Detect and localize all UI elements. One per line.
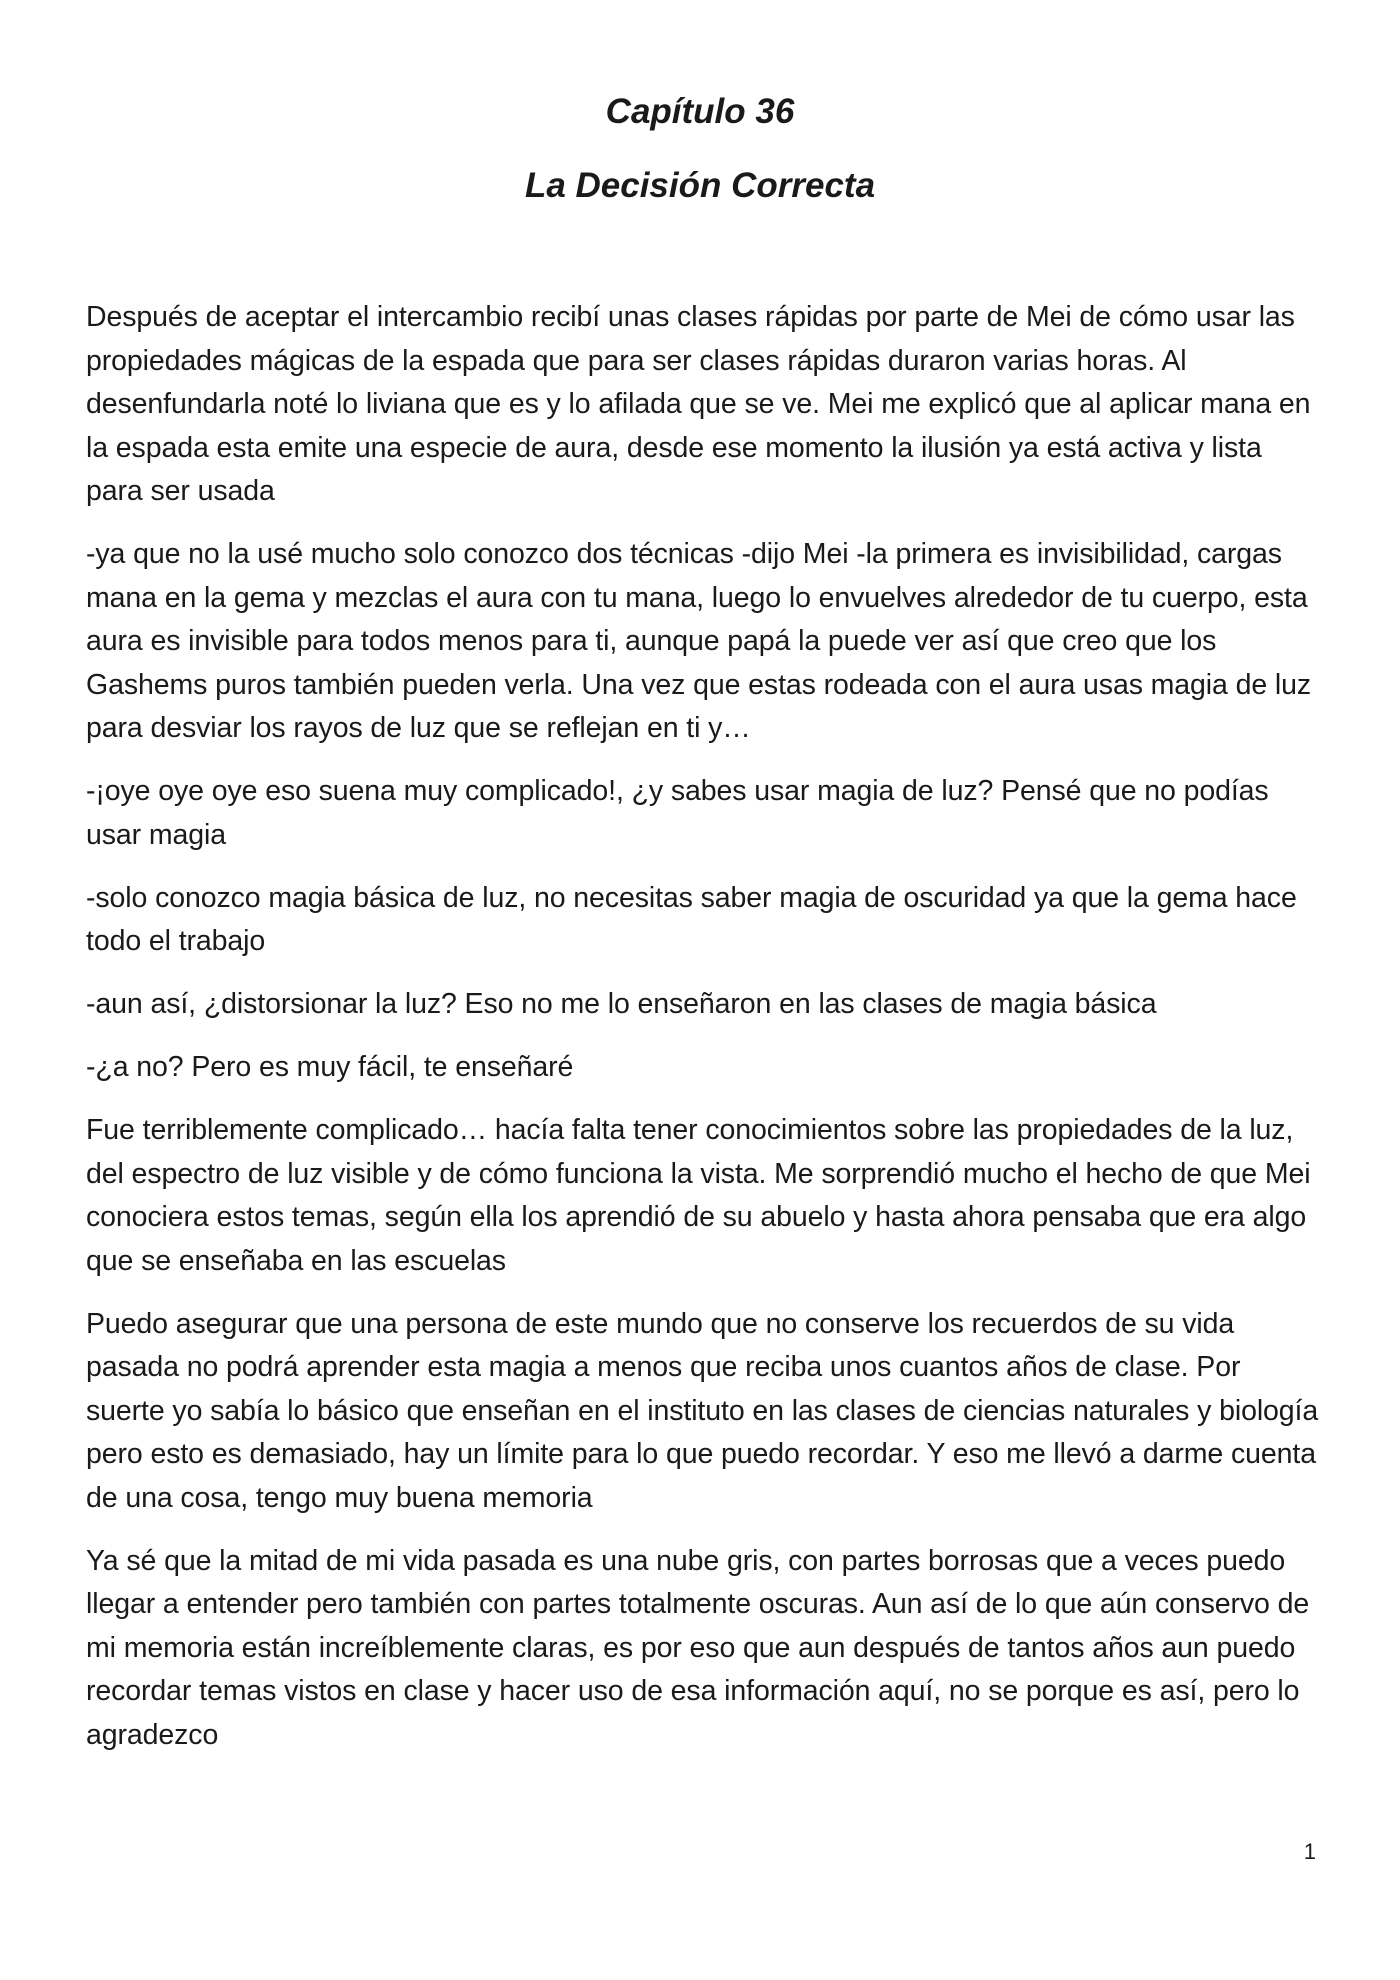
chapter-title: Capítulo 36 xyxy=(605,92,795,131)
paragraph: -¿a no? Pero es muy fácil, te enseñaré xyxy=(86,1051,574,1083)
page-number: 1 xyxy=(1303,1839,1316,1864)
paragraph: -¡oye oye oye eso suena muy complicado!, ¿y sabes usar magia de luz? Pensé que no podías usar magia xyxy=(86,775,1269,851)
paragraph: -aun así, ¿distorsionar la luz? Eso no me lo enseñaron en las clases de magia básica xyxy=(86,988,1157,1020)
paragraph: Después de aceptar el intercambio recibí unas clases rápidas por parte de Mei de cómo usar las propiedades mágicas de la espada que para ser clases rápidas duraron varias horas. Al desenfundarla noté lo liviana que es y lo afilada que se ve. Mei me explicó que al aplicar mana en la espada esta emite una especie de aura, desde ese momento la ilusión ya está activa y lista para ser usada xyxy=(86,301,1311,507)
paragraph: Fue terriblemente complicado… hacía falta tener conocimientos sobre las propiedades de la luz, del espectro de luz visible y de cómo funciona la vista. Me sorprendió mucho el hecho de que Mei conociera estos temas, según ella los aprendió de su abuelo y hasta ahora pensaba que era algo que se enseñaba en las escuelas xyxy=(86,1114,1311,1277)
paragraph: Puedo asegurar que una persona de este mundo que no conserve los recuerdos de su vida pasada no podrá aprender esta magia a menos que reciba unos cuantos años de clase. Por suerte yo sabía lo básico que enseñan en el instituto en las clases de ciencias naturales y biología pero esto es demasiado, hay un límite para lo que puedo recordar. Y eso me llevó a darme cuenta de una cosa, tengo muy buena memoria xyxy=(86,1307,1319,1514)
paragraph: -ya que no la usé mucho solo conozco dos técnicas -dijo Mei -la primera es invisibilidad, cargas mana en la gema y mezclas el aura con tu mana, luego lo envuelves alrededor de tu cuerpo, esta aura es invisible para todos menos para ti, aunque papá la puede ver así que creo que los Gashems puros también pueden verla. Una vez que estas rodeada con el aura usas magia de luz para desviar los rayos de luz que se reflejan en ti y… xyxy=(86,538,1312,744)
paragraph: Ya sé que la mitad de mi vida pasada es una nube gris, con partes borrosas que a veces puedo llegar a entender pero también con partes totalmente oscuras. Aun así de lo que aún conservo de mi memoria están increíblemente claras, es por eso que aun después de tantos años aun puedo recordar temas vistos en clase y hacer uso de esa información aquí, no se porque es así, pero lo agradezco xyxy=(86,1544,1310,1751)
paragraph: -solo conozco magia básica de luz, no necesitas saber magia de oscuridad ya que la gema hace todo el trabajo xyxy=(86,881,1297,957)
chapter-subtitle: La Decisión Correcta xyxy=(524,166,876,205)
body-text xyxy=(86,296,1324,1777)
